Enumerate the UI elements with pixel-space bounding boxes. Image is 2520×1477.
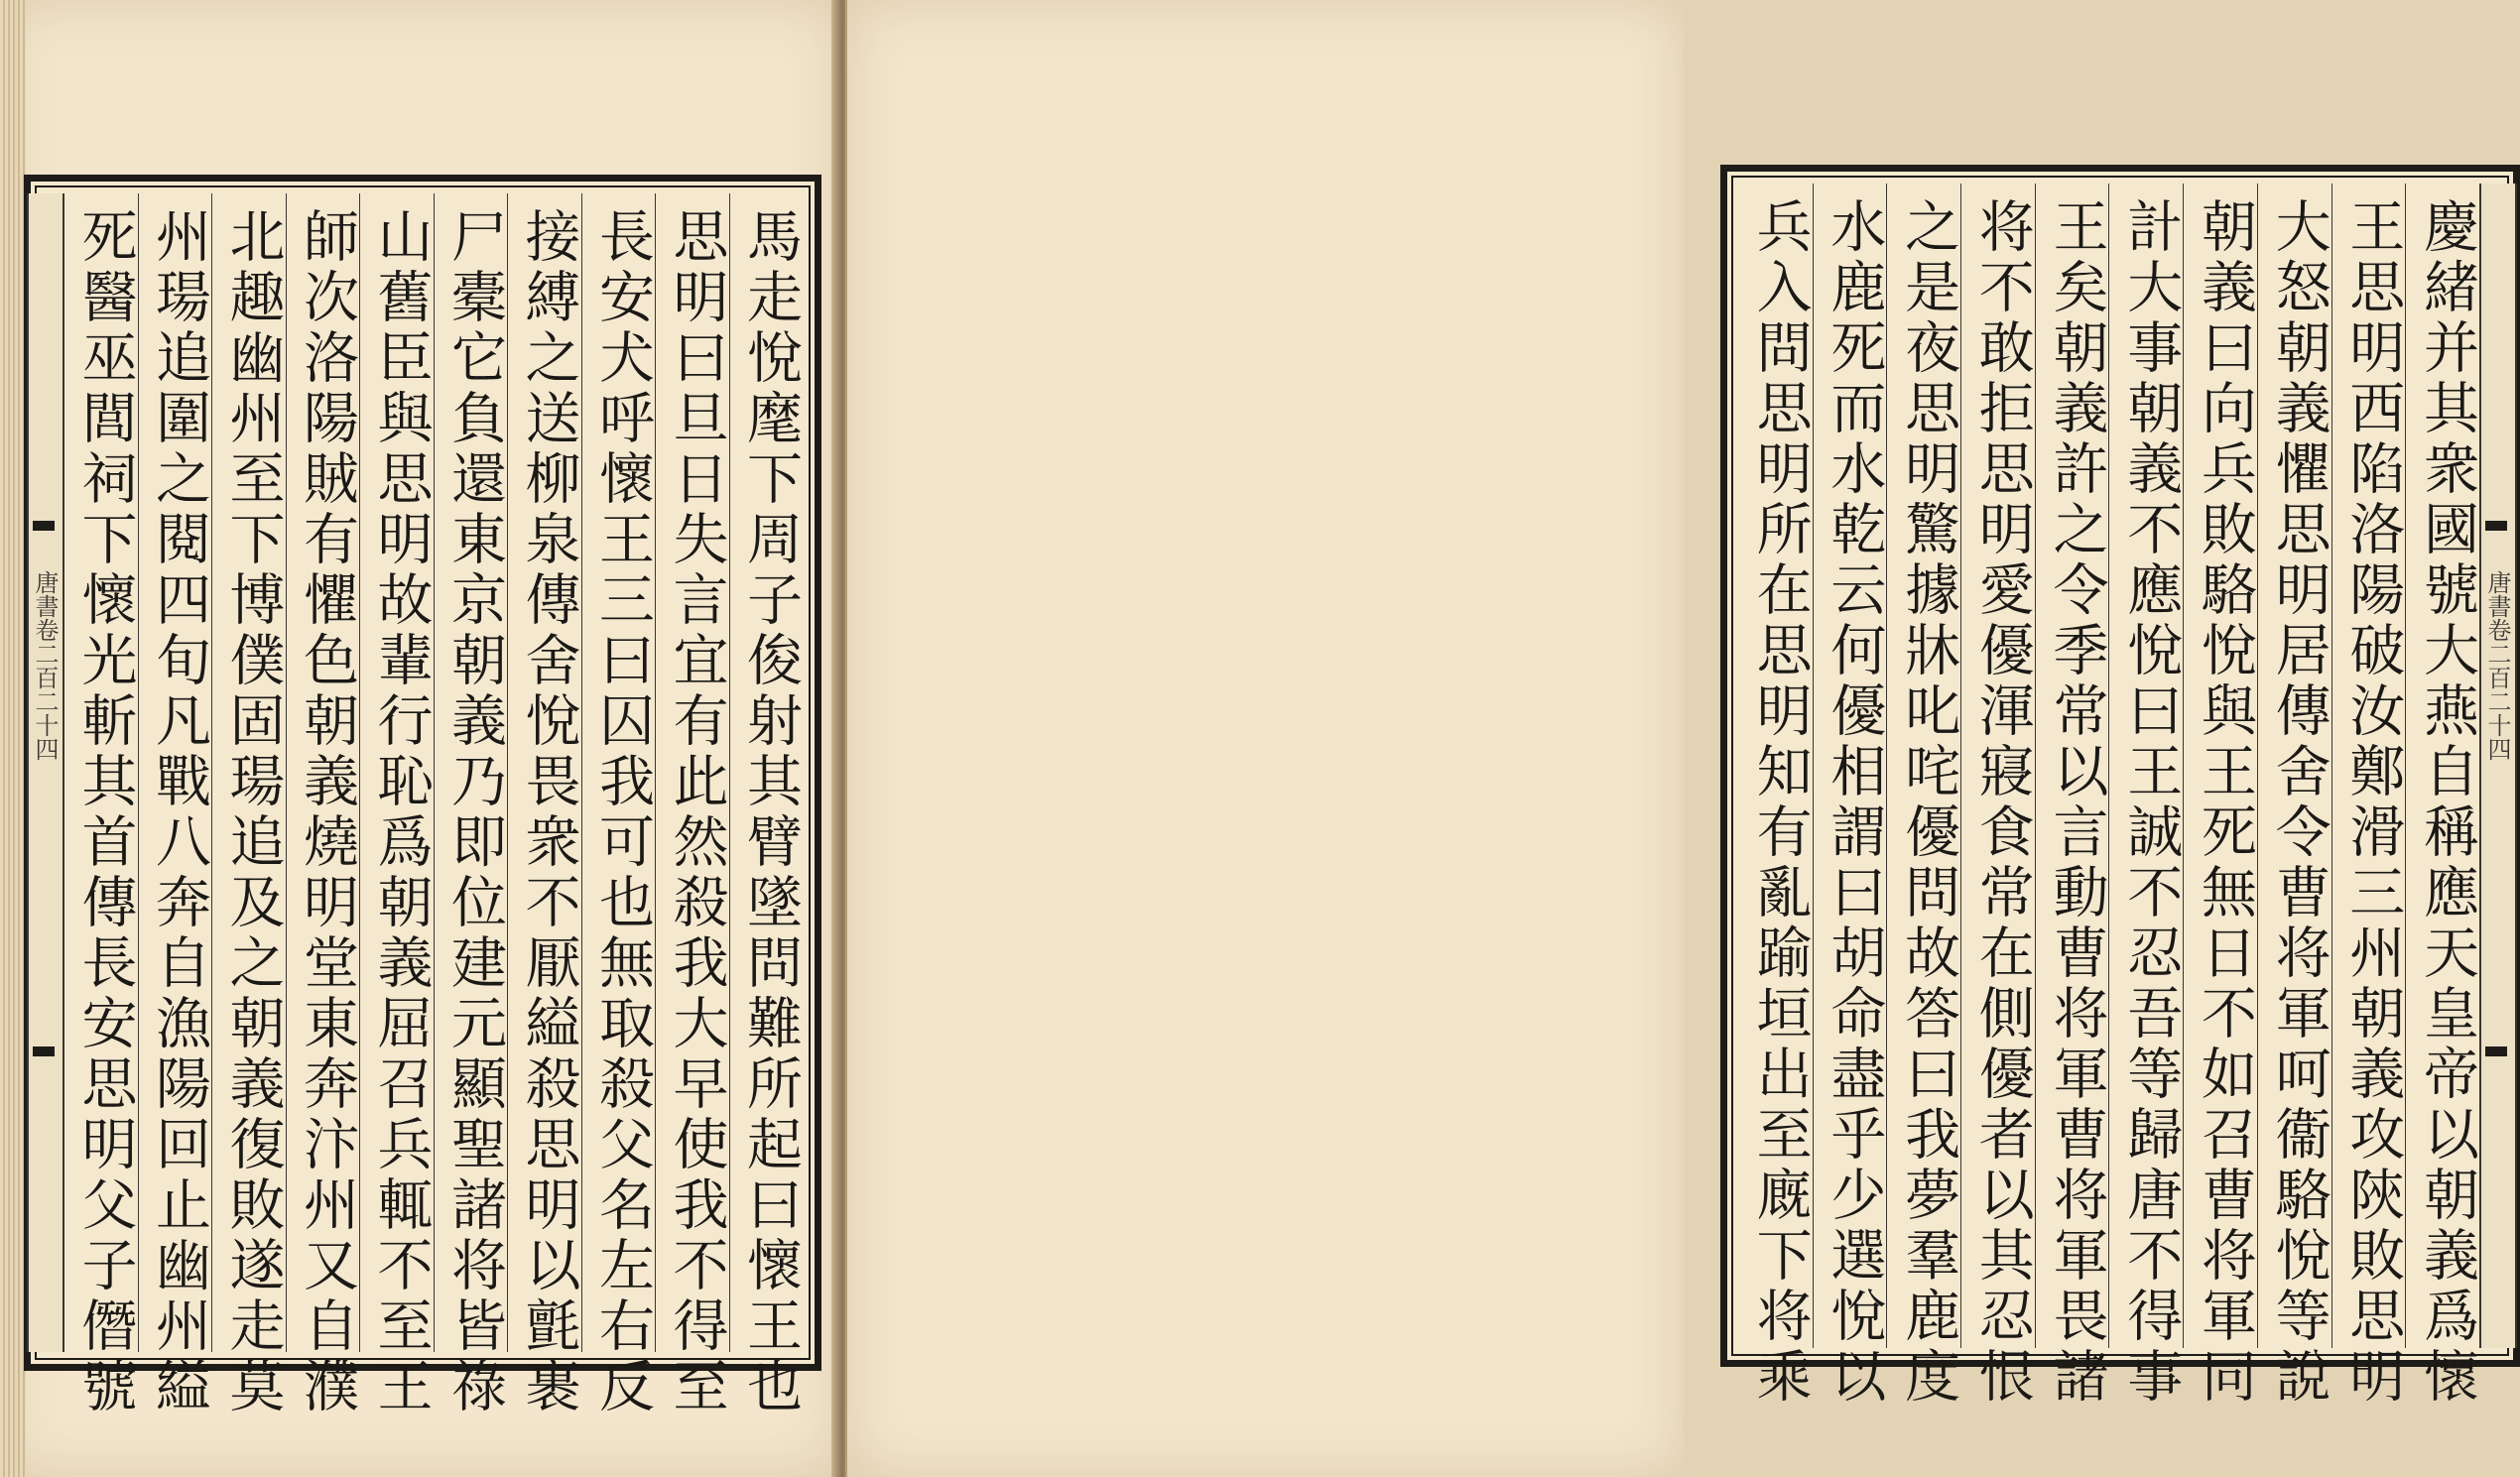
- text-column: 王矣朝義許之令季常以言動曹将軍曹将軍畏諸: [2035, 184, 2109, 1348]
- left-text-frame: [24, 175, 821, 1417]
- text-column: 馬走悅麾下周子俊射其臂墜問難所起曰懷王也: [729, 193, 804, 1352]
- text-column: 王思明西陷洛陽破汝鄭滑三州朝義攻陝敗思明: [2331, 184, 2406, 1348]
- left-fold-column: [27, 193, 64, 1352]
- text-column: 大怒朝義懼思明居傳舍令曹将軍呵衞駱悅等說: [2257, 184, 2331, 1348]
- text-column: 死醫巫閭祠下懷光斬其首傳長安思明父子僭號: [72, 207, 138, 1417]
- fold-fish-tail-mark: [33, 1046, 55, 1056]
- text-column: 之是夜思明驚據牀叱咤優問故答曰我夢羣鹿度: [1886, 184, 1960, 1348]
- text-column: 山舊臣與思明故輩行恥爲朝義屈召兵輒不至王: [359, 193, 434, 1352]
- fold-fish-tail-mark: [2485, 1046, 2507, 1056]
- fold-title: 唐書卷二百二十四: [31, 570, 59, 761]
- text-column: 朝義曰向兵敗駱悅與王死無日不如召曹将軍同: [2183, 184, 2257, 1348]
- text-column: 思明曰旦日失言宜有此然殺我大早使我不得至: [655, 193, 729, 1352]
- left-text-columns: [64, 193, 803, 1417]
- text-column: 接縛之送柳泉傳舍悅畏衆不厭縊殺思明以氈裹: [507, 193, 581, 1352]
- right-page: [845, 0, 2511, 1477]
- right-text-frame: [1720, 165, 2520, 1408]
- text-column: 将不敢拒思明愛優渾寢食常在側優者以其忍恨: [1960, 184, 2035, 1348]
- fold-fish-tail-mark: [2485, 521, 2507, 531]
- text-column: 計大事朝義不應悅曰王誠不忍吾等歸唐不得事: [2108, 184, 2183, 1348]
- text-column: 水鹿死而水乾云何優相謂曰胡命盡乎少選悅以: [1813, 184, 1887, 1348]
- text-column: 長安犬呼懷王三曰囚我可也無取殺父名左右反: [581, 193, 656, 1352]
- fold-fish-tail-mark: [33, 521, 55, 531]
- right-text-columns: [1739, 184, 2479, 1408]
- fold-title: 唐書卷二百二十四: [2483, 570, 2511, 761]
- text-column: 慶緒并其衆國號大燕自稱應天皇帝以朝義爲懷: [2405, 184, 2479, 1348]
- text-column: 兵入問思明所在思明知有亂踰垣出至廐下将乘: [1747, 197, 1813, 1408]
- left-page: [0, 0, 843, 1477]
- text-column: 州瑒追圍之閱四旬凡戰八奔自漁陽回止幽州縊: [138, 193, 212, 1352]
- text-column: 師次洛陽賊有懼色朝義燒明堂東奔汴州又自濮: [286, 193, 360, 1352]
- text-column: 尸橐它負還東京朝義乃即位建元顯聖諸将皆祿: [434, 193, 508, 1352]
- right-fold-column: [2479, 184, 2517, 1348]
- page-edge-strip: [0, 0, 26, 1477]
- text-column: 北趣幽州至下博僕固瑒追及之朝義復敗遂走莫: [211, 193, 286, 1352]
